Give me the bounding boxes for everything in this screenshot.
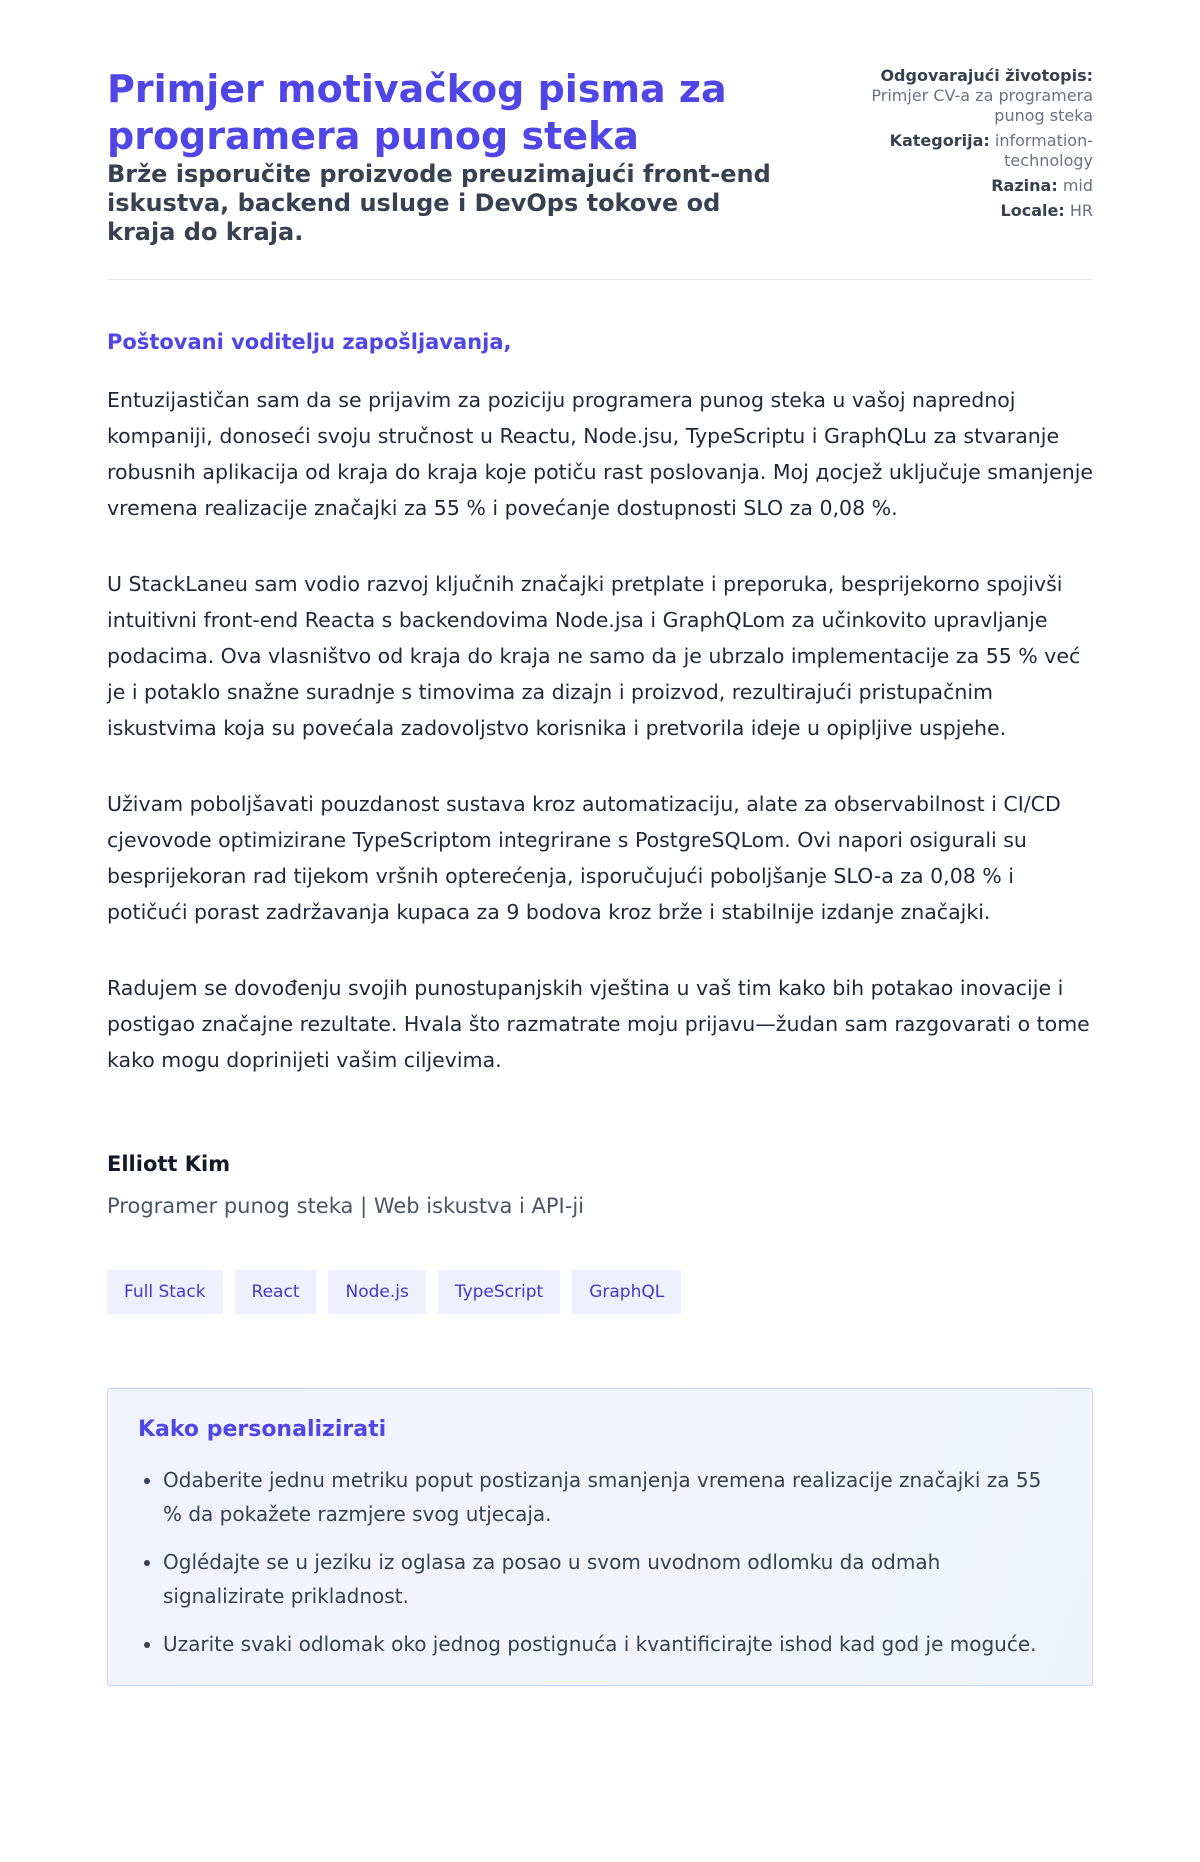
title-block — [107, 60, 787, 247]
signature — [107, 1150, 1093, 1220]
meta-category-label: Kategorija: — [889, 131, 990, 150]
meta-level-label: Razina: — [991, 176, 1058, 195]
meta-level — [833, 176, 1093, 196]
meta-level-value: mid — [1062, 176, 1093, 195]
tip-item: • Oglédajte se u jeziku iz oglasa za posao u svom uvodnom odlomku da odmah signalizirate prikladnost. — [163, 1545, 1062, 1613]
tag-graphql[interactable]: GraphQL — [572, 1270, 681, 1314]
meta-category-value: information-technology — [994, 131, 1093, 170]
tag-full-stack[interactable]: Full Stack — [107, 1270, 223, 1314]
letter-paragraph: U StackLaneu sam vodio razvoj ključnih značajki pretplate i preporuka, besprijekorno spojivši intuitivni front-end Reacta s backendovima Node.jsa i GraphQLom za učinkovito upravljanje podacima. Ova vlasništvo od kraja do kraja ne samo da je ubrzalo implementacije za 55 % već je i potaklo snažne suradnje s timovima za dizajn i proizvod, rezultirajući pristupačnim iskustvima koja su povećala zadovoljstvo korisnika i pretvorila ideje u opipljive uspjehe. — [107, 572, 1081, 740]
tag-nodejs[interactable]: Node.js — [328, 1270, 425, 1314]
letter-paragraph: Entuzijastičan sam da se prijavim za poziciju programera punog steka u vašoj naprednoj kompaniji, donoseći svoju stručnost u Reactu, Node.jsu, TypeScriptu i GraphQLu za stvaranje robusnih aplikacija od kraja do kraja koje potiču rast poslovanja. Moj досјеž uključuje smanjenje vremena realizacije značajki za 55 % i povećanje dostupnosti SLO za 0,08 %. — [107, 388, 1094, 520]
letter-paragraph: Radujem se dovođenju svojih punostupanjskih vještina u vaš tim kako bih potakao inovacije i postigao značajne rezultate. Hvala što razmatrate moju prijavu—žudan sam razgovarati o tome kako mogu doprinijeti vašim ciljevima. — [107, 976, 1090, 1072]
meta-resume-value[interactable]: Primjer CV-a za programera punog steka — [871, 86, 1093, 125]
page-title: Primjer motivačkog pisma za programera punog steka — [107, 67, 727, 158]
tag-typescript[interactable]: TypeScript — [438, 1270, 560, 1314]
meta-panel — [833, 60, 1093, 226]
signature-name: Elliott Kim — [107, 1152, 231, 1176]
tips-list — [138, 1463, 1062, 1661]
meta-category — [833, 131, 1093, 171]
meta-resume — [833, 66, 1093, 126]
page-subtitle: Brže isporučite proizvode preuzimajući front-end iskustva, backend usluge i DevOps tokove od kraja do kraja. — [107, 160, 771, 246]
letter-body — [107, 328, 1093, 1078]
meta-locale — [833, 201, 1093, 221]
tips-title: Kako personalizirati — [138, 1417, 387, 1442]
personalization-tips — [107, 1388, 1093, 1686]
meta-locale-value: HR — [1069, 201, 1093, 220]
tip-item: • Uzarite svaki odlomak oko jednog postignuća i kvantificirajte ishod kad god je moguće. — [163, 1627, 1062, 1661]
tag-list — [107, 1270, 1093, 1314]
tip-item: • Odaberite jednu metriku poput postizanja smanjenja vremena realizacije značajki za 55 % da pokažete razmjere svog utjecaja. — [163, 1463, 1062, 1531]
page-header — [107, 60, 1093, 280]
meta-locale-label: Locale: — [1000, 201, 1065, 220]
meta-resume-label: Odgovarajući životopis: — [880, 66, 1093, 85]
tag-react[interactable]: React — [235, 1270, 317, 1314]
letter-greeting: Poštovani voditelju zapošljavanja, — [107, 330, 512, 354]
letter-paragraph: Uživam poboljšavati pouzdanost sustava kroz automatizaciju, alate za observabilnost i CI/CD cjevovode optimizirane TypeScriptom integrirane s PostgreSQLom. Ovi napori osigurali su besprijekoran rad tijekom vršnih opterećenja, isporučujući poboljšanje SLO-a za 0,08 % i potičući porast zadržavanja kupaca za 9 bodova kroz brže i stabilnije izdanje značajki. — [107, 792, 1061, 924]
signature-role: Programer punog steka | Web iskustva i API-ji — [107, 1194, 585, 1218]
